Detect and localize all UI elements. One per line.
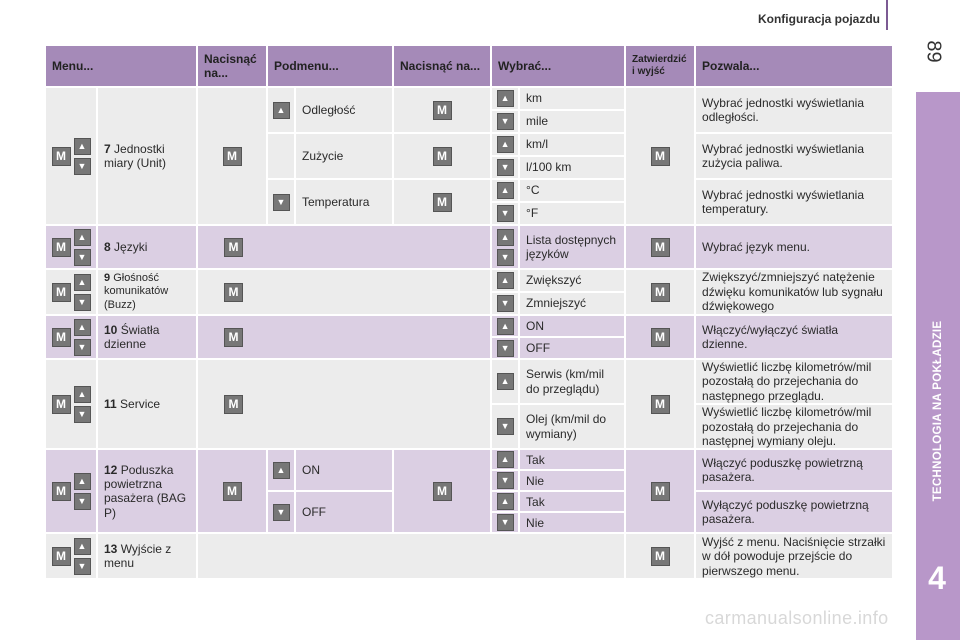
description: Zwiększyć/zmniejszyć natężenie dźwięku komunikatów lub sygnału dźwiękowego bbox=[695, 269, 893, 315]
up-arrow-icon: ▲ bbox=[497, 493, 514, 510]
up-arrow-icon: ▲ bbox=[74, 386, 91, 403]
up-arrow-icon: ▲ bbox=[497, 272, 514, 289]
menu-config-table bbox=[44, 44, 894, 580]
down-arrow-icon: ▼ bbox=[74, 493, 91, 510]
choice-label: Olej (km/mil do wymiany) bbox=[519, 404, 625, 449]
page-number: 89 bbox=[922, 40, 945, 63]
description: Wyświetlić liczbę kilometrów/mil pozostałą do przejechania do następnej wymiany oleju. bbox=[695, 404, 893, 449]
description: Wyjść z menu. Naciśnięcie strzałki w dół powoduje przejście do pierwszego menu. bbox=[695, 533, 893, 579]
submenu-label: ON bbox=[295, 449, 393, 491]
menu-key-icon: M bbox=[52, 395, 71, 414]
down-arrow-icon: ▼ bbox=[497, 295, 514, 312]
col-header-press2: Nacisnąć na... bbox=[393, 45, 491, 87]
col-header-confirm: Zatwierdzić i wyjść bbox=[625, 45, 695, 87]
description: Wybrać jednostki wyświetlania odległości. bbox=[695, 87, 893, 133]
up-arrow-icon: ▲ bbox=[497, 90, 514, 107]
menu-key-icon: M bbox=[223, 482, 242, 501]
choice-label: °F bbox=[519, 202, 625, 225]
menu-key-icon: M bbox=[224, 328, 243, 347]
submenu-label: Odległość bbox=[295, 87, 393, 133]
choice-label: km/l bbox=[519, 133, 625, 156]
down-arrow-icon: ▼ bbox=[273, 194, 290, 211]
menu-label: Service bbox=[120, 396, 161, 411]
page-header-title: Konfiguracja pojazdu bbox=[757, 12, 880, 26]
col-header-press1: Nacisnąć na... bbox=[197, 45, 267, 87]
up-arrow-icon: ▲ bbox=[497, 373, 514, 390]
choice-label: mile bbox=[519, 110, 625, 133]
menu-key-icon: M bbox=[224, 283, 243, 302]
up-arrow-icon: ▲ bbox=[497, 318, 514, 335]
menu-key-icon: M bbox=[651, 482, 670, 501]
menu-label: Wyjście z menu bbox=[104, 541, 172, 571]
choice-label: °C bbox=[519, 179, 625, 202]
down-arrow-icon: ▼ bbox=[74, 558, 91, 575]
choice-label: Tak bbox=[519, 449, 625, 470]
chapter-title: TECHNOLOGIA NA POKŁADZIE bbox=[932, 320, 944, 502]
down-arrow-icon: ▼ bbox=[74, 406, 91, 423]
header-rule bbox=[886, 0, 888, 30]
menu-key-icon: M bbox=[433, 193, 452, 212]
menu-key-icon: M bbox=[224, 395, 243, 414]
up-arrow-icon: ▲ bbox=[497, 182, 514, 199]
menu-number: 7 bbox=[104, 141, 111, 156]
up-arrow-icon: ▲ bbox=[74, 538, 91, 555]
menu-key-icon: M bbox=[52, 283, 71, 302]
description: Włączyć poduszkę powietrzną pasażera. bbox=[695, 449, 893, 491]
up-arrow-icon: ▲ bbox=[497, 136, 514, 153]
description: Wybrać jednostki wyświetlania zużycia paliwa. bbox=[695, 133, 893, 179]
description: Wybrać język menu. bbox=[695, 225, 893, 269]
col-header-select: Wybrać... bbox=[491, 45, 625, 87]
menu-key-icon: M bbox=[651, 147, 670, 166]
menu-number: 12 bbox=[104, 462, 118, 477]
col-header-menu: Menu... bbox=[45, 45, 197, 87]
menu-key-icon: M bbox=[433, 147, 452, 166]
choice-label: ON bbox=[519, 315, 625, 337]
submenu-label: Zużycie bbox=[295, 133, 393, 179]
down-arrow-icon: ▼ bbox=[497, 340, 514, 357]
menu-number: 9 bbox=[104, 272, 111, 285]
menu-label: Jednostki miary (Unit) bbox=[104, 141, 166, 170]
menu-key-icon: M bbox=[651, 547, 670, 566]
description: Wyłączyć poduszkę powietrzną pasażera. bbox=[695, 491, 893, 533]
watermark: carmanualsonline.info bbox=[705, 608, 889, 628]
menu-number: 8 bbox=[104, 239, 111, 254]
menu-key-icon: M bbox=[52, 547, 71, 566]
down-arrow-icon: ▼ bbox=[273, 504, 290, 521]
up-arrow-icon: ▲ bbox=[74, 138, 91, 155]
down-arrow-icon: ▼ bbox=[497, 418, 514, 435]
menu-number: 13 bbox=[104, 541, 118, 556]
description: Wybrać jednostki wyświetlania temperatury. bbox=[695, 179, 893, 225]
menu-number: 10 bbox=[104, 322, 118, 337]
menu-label: Światła dzienne bbox=[104, 322, 160, 351]
menu-key-icon: M bbox=[52, 147, 71, 166]
menu-key-icon: M bbox=[52, 482, 71, 501]
choice-label: Tak bbox=[519, 491, 625, 512]
choice-label: OFF bbox=[519, 337, 625, 359]
choice-label: Nie bbox=[519, 470, 625, 491]
up-arrow-icon: ▲ bbox=[273, 462, 290, 479]
chapter-number: 4 bbox=[928, 560, 946, 596]
menu-key-icon: M bbox=[651, 238, 670, 257]
down-arrow-icon: ▼ bbox=[74, 339, 91, 356]
choice-label: Nie bbox=[519, 512, 625, 533]
choice-label: Lista dostępnych języków bbox=[519, 225, 625, 269]
choice-label: Zwiększyć bbox=[519, 269, 625, 292]
menu-key-icon: M bbox=[433, 482, 452, 501]
description: Włączyć/wyłączyć światła dzienne. bbox=[695, 315, 893, 359]
down-arrow-icon: ▼ bbox=[74, 158, 91, 175]
up-arrow-icon: ▲ bbox=[74, 229, 91, 246]
col-header-allows: Pozwala... bbox=[695, 45, 893, 87]
up-arrow-icon: ▲ bbox=[74, 473, 91, 490]
menu-key-icon: M bbox=[651, 283, 670, 302]
down-arrow-icon: ▼ bbox=[497, 159, 514, 176]
description: Wyświetlić liczbę kilometrów/mil pozostałą do przejechania do następnego przeglądu. bbox=[695, 359, 893, 404]
col-header-submenu: Podmenu... bbox=[267, 45, 393, 87]
menu-number: 11 bbox=[104, 396, 117, 411]
menu-key-icon: M bbox=[223, 147, 242, 166]
up-arrow-icon: ▲ bbox=[497, 451, 514, 468]
menu-key-icon: M bbox=[224, 238, 243, 257]
down-arrow-icon: ▼ bbox=[497, 205, 514, 222]
submenu-label: OFF bbox=[295, 491, 393, 533]
menu-label: Języki bbox=[114, 239, 148, 254]
menu-key-icon: M bbox=[651, 395, 670, 414]
down-arrow-icon: ▼ bbox=[497, 514, 514, 531]
choice-label: km bbox=[519, 87, 625, 110]
menu-key-icon: M bbox=[52, 328, 71, 347]
up-arrow-icon: ▲ bbox=[273, 102, 290, 119]
menu-key-icon: M bbox=[651, 328, 670, 347]
down-arrow-icon: ▼ bbox=[74, 249, 91, 266]
up-arrow-icon: ▲ bbox=[74, 319, 91, 336]
up-arrow-icon: ▲ bbox=[74, 274, 91, 291]
down-arrow-icon: ▼ bbox=[497, 249, 514, 266]
down-arrow-icon: ▼ bbox=[497, 113, 514, 130]
up-arrow-icon: ▲ bbox=[497, 229, 514, 246]
choice-label: Serwis (km/mil do przeglądu) bbox=[519, 359, 625, 404]
menu-label: Głośność komunikatów (Buzz) bbox=[104, 272, 169, 311]
down-arrow-icon: ▼ bbox=[497, 472, 514, 489]
menu-key-icon: M bbox=[433, 101, 452, 120]
submenu-label: Temperatura bbox=[295, 179, 393, 225]
choice-label: Zmniejszyć bbox=[519, 292, 625, 315]
menu-key-icon: M bbox=[52, 238, 71, 257]
menu-label: Poduszka powietrzna pasażera (BAG P) bbox=[104, 462, 187, 520]
down-arrow-icon: ▼ bbox=[74, 294, 91, 311]
choice-label: l/100 km bbox=[519, 156, 625, 179]
